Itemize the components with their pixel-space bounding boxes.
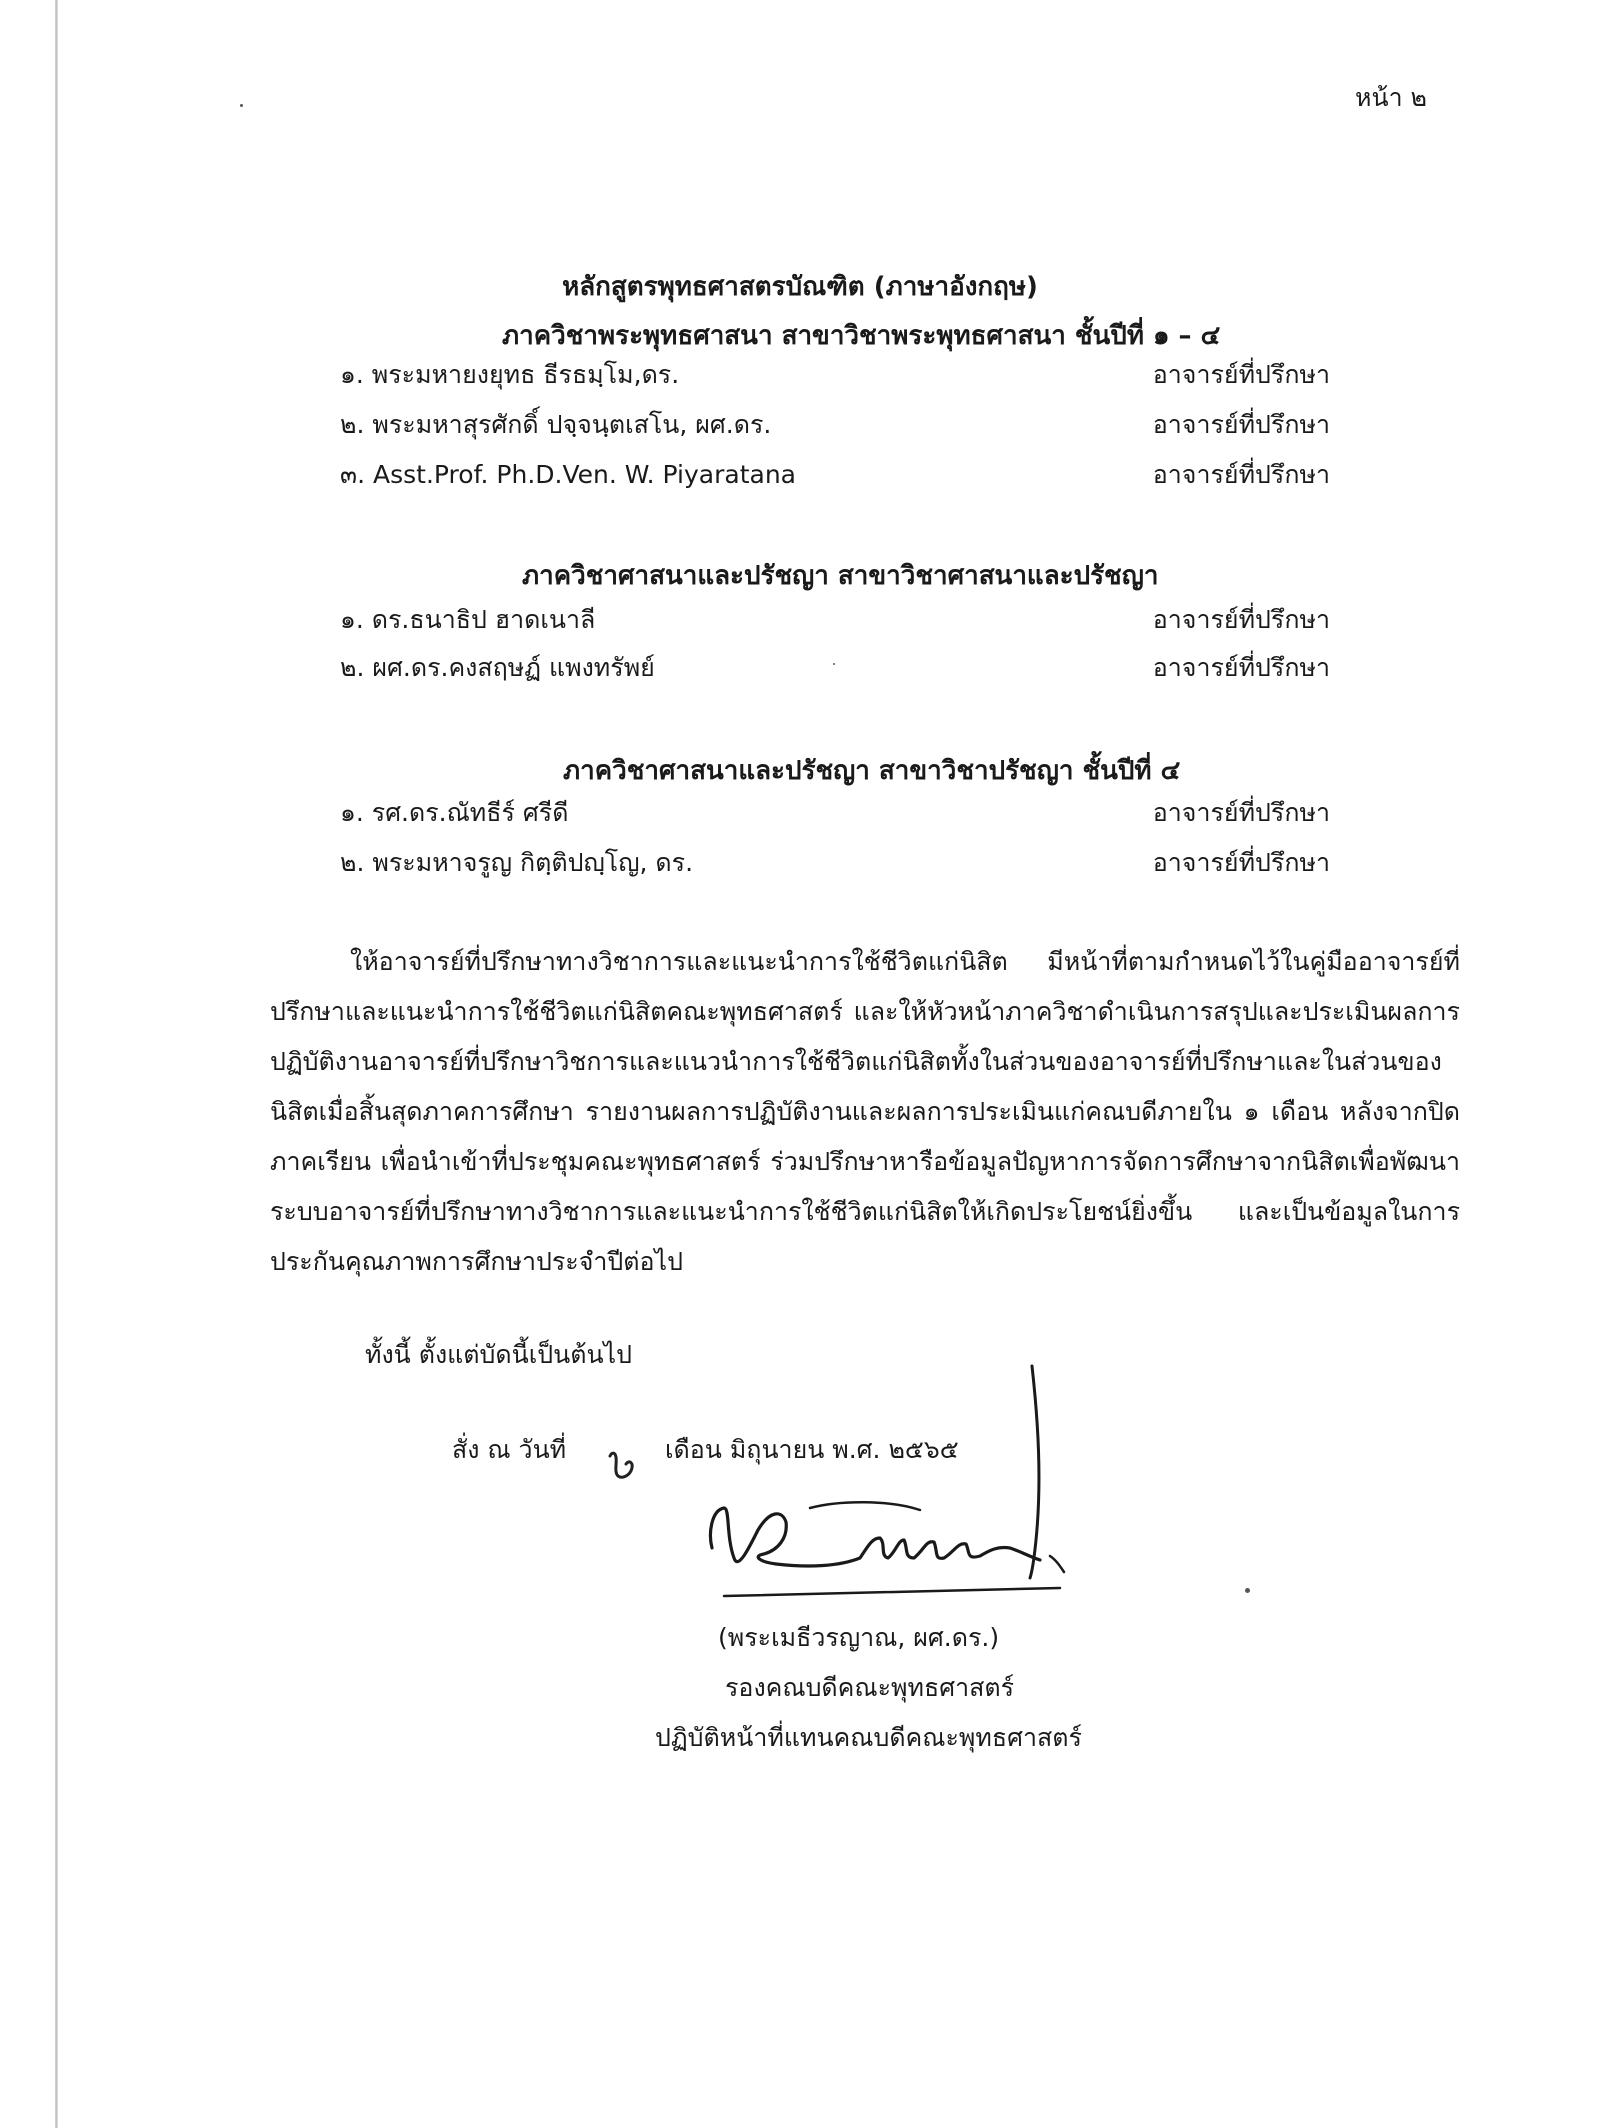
signatory-name: (พระเมธีวรญาณ, ผศ.ดร.) [718, 1623, 1000, 1652]
paragraph-line: ปฏิบัติงานอาจารย์ที่ปรึกษาวิชการและแนวนำการใช้ชีวิตแก่นิสิตทั้งในส่วนของอาจารย์ที่ปรึกษาและในส่วนของ [270, 1047, 1442, 1076]
page-number: หน้า ๒ [1355, 83, 1428, 112]
signatory-acting-position: ปฏิบัติหน้าที่แทนคณบดีคณะพุทธศาสตร์ [655, 1723, 1082, 1752]
handwritten-day-mark [606, 1448, 640, 1482]
signatory-position: รองคณบดีคณะพุทธศาสตร์ [725, 1673, 1015, 1702]
order-date-prefix: สั่ง ณ วันที่ [452, 1435, 567, 1464]
advisor-role: อาจารย์ที่ปรึกษา [1152, 848, 1330, 877]
section-heading: ภาควิชาศาสนาและปรัชญา สาขาวิชาปรัชญา ชั้นปีที่ ๔ [563, 756, 1181, 786]
advisor-row [340, 648, 1330, 684]
scan-left-edge [55, 0, 58, 2128]
paragraph-line: นิสิตเมื่อสิ้นสุดภาคการศึกษา รายงานผลการปฏิบัติงานและผลการประเมินแก่คณบดีภายใน ๑ เดือน หลังจากปิด [270, 1097, 1460, 1126]
advisor-role: อาจารย์ที่ปรึกษา [1152, 653, 1330, 682]
advisor-name: ๑. รศ.ดร.ณัทธีร์ ศรีดี [340, 798, 569, 827]
advisor-row [340, 793, 1330, 829]
scan-speck [1245, 1588, 1250, 1593]
advisor-row [340, 600, 1330, 636]
document-title: หลักสูตรพุทธศาสตรบัณฑิต (ภาษาอังกฤษ) [562, 272, 1038, 302]
paragraph-line: ประกันคุณภาพการศึกษาประจำปีต่อไป [270, 1247, 683, 1276]
advisor-role: อาจารย์ที่ปรึกษา [1152, 798, 1330, 827]
signature-mark [690, 1360, 1140, 1650]
advisor-name: ๓. Asst.Prof. Ph.D.Ven. W. Piyaratana [340, 460, 796, 489]
section-heading: ภาควิชาศาสนาและปรัชญา สาขาวิชาศาสนาและปรัชญา [522, 561, 1159, 591]
effective-clause: ทั้งนี้ ตั้งแต่บัดนี้เป็นต้นไป [365, 1340, 632, 1369]
advisor-role: อาจารย์ที่ปรึกษา [1152, 460, 1330, 489]
paragraph-line: ให้อาจารย์ที่ปรึกษาทางวิชาการและแนะนำการใช้ชีวิตแก่นิสิต มีหน้าที่ตามกำหนดไว้ในคู่มืออาจารย์ที่ [350, 947, 1460, 976]
advisor-row [340, 355, 1330, 391]
advisor-name: ๑. ดร.ธนาธิป ฮาดเนาลี [340, 605, 596, 634]
order-date-suffix: เดือน มิถุนายน พ.ศ. ๒๕๖๕ [665, 1435, 959, 1464]
advisor-name: ๒. ผศ.ดร.คงสฤษฏ์ แพงทรัพย์ [340, 653, 655, 682]
advisor-name: ๒. พระมหาจรูญ กิตฺติปญฺโญ, ดร. [340, 848, 694, 877]
advisor-name: ๒. พระมหาสุรศักดิ์ ปจฺจนฺตเสโน, ผศ.ดร. [340, 410, 772, 439]
advisor-role: อาจารย์ที่ปรึกษา [1152, 410, 1330, 439]
section-heading: ภาควิชาพระพุทธศาสนา สาขาวิชาพระพุทธศาสนา ชั้นปีที่ ๑ – ๔ [502, 321, 1221, 351]
scan-speck [240, 104, 243, 107]
advisor-row [340, 455, 1330, 491]
advisor-row [340, 405, 1330, 441]
advisor-role: อาจารย์ที่ปรึกษา [1152, 360, 1330, 389]
paragraph-line: ระบบอาจารย์ที่ปรึกษาทางวิชาการและแนะนำการใช้ชีวิตแก่นิสิตให้เกิดประโยชน์ยิ่งขึ้น และเป็นข้อมูลในการ [270, 1197, 1460, 1226]
paragraph-line: ปรึกษาและแนะนำการใช้ชีวิตแก่นิสิตคณะพุทธศาสตร์ และให้หัวหน้าภาควิชาดำเนินการสรุปและประเมินผลการ [270, 997, 1460, 1026]
advisor-row [340, 843, 1330, 879]
advisor-role: อาจารย์ที่ปรึกษา [1152, 605, 1330, 634]
advisor-name: ๑. พระมหายงยุทธ ธีรธมฺโม,ดร. [340, 360, 680, 389]
paragraph-line: ภาคเรียน เพื่อนำเข้าที่ประชุมคณะพุทธศาสตร์ ร่วมปรึกษาหารือข้อมูลปัญหาการจัดการศึกษาจากนิสิตเพื่อพัฒนา [270, 1147, 1460, 1176]
